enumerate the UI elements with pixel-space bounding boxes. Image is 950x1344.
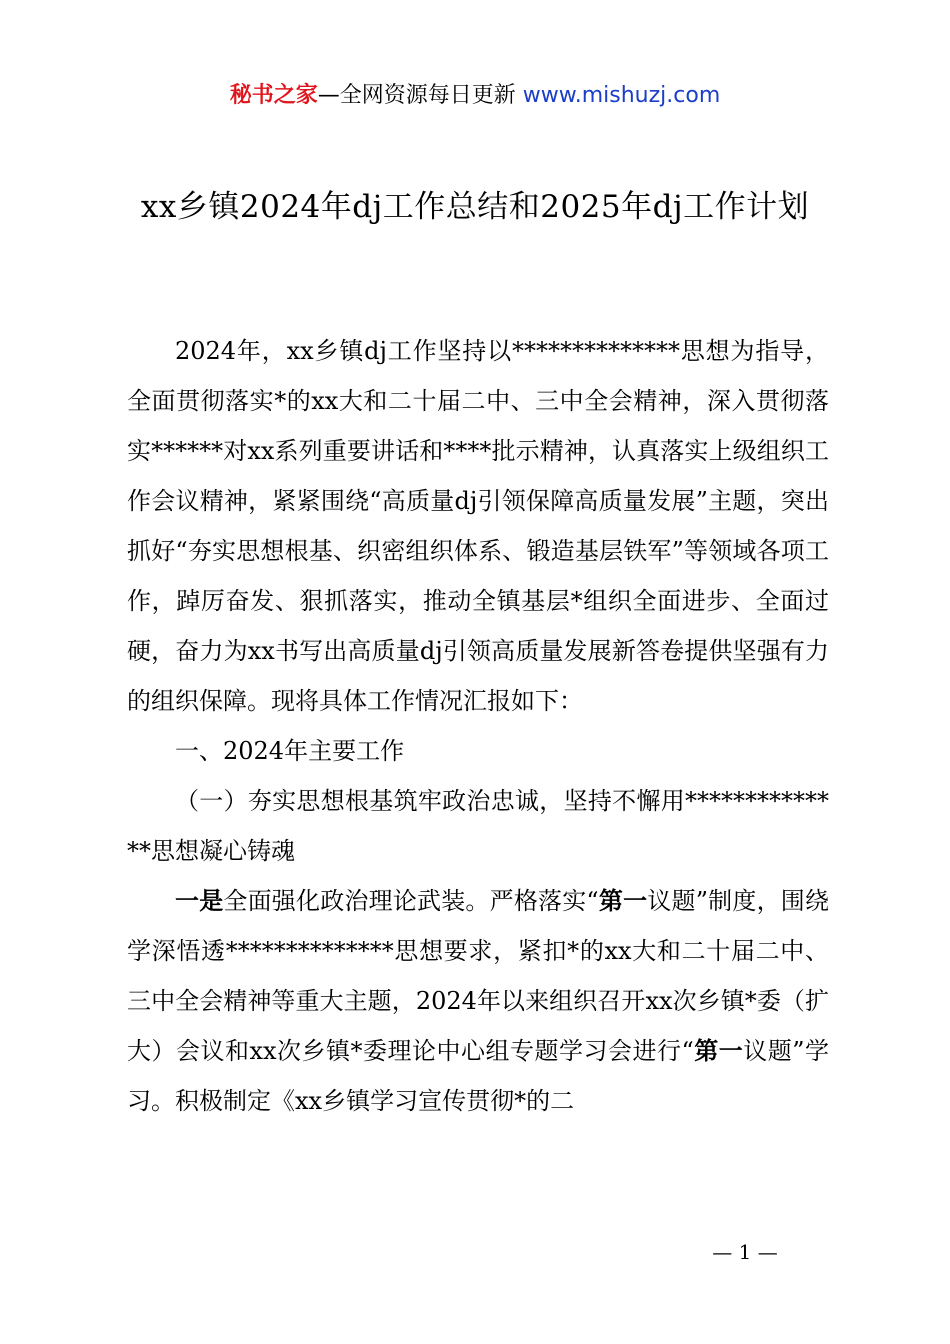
point-paragraph xyxy=(127,876,829,1126)
site-url-link[interactable]: www.mishuzj.com xyxy=(522,83,721,108)
document-body xyxy=(127,326,829,1126)
document-title: xx乡镇2024年dj工作总结和2025年dj工作计划 xyxy=(140,189,810,225)
page-number: — 1 — xyxy=(712,1240,778,1264)
point-bold-a: 第一 xyxy=(598,886,648,915)
site-header xyxy=(0,80,950,112)
point-bold-b: 第一 xyxy=(693,1036,744,1065)
point-text-c: 议题”学习。积极制定《xx乡镇学习宣传贯彻*的二 xyxy=(127,1037,830,1115)
site-tagline: —全网资源每日更新 xyxy=(317,83,523,108)
point-text-b: 议题”制度，围绕学深悟透**************思想要求，紧扣*的xx大和二十届二中、三中全会精神等重大主题，2024年以来组织召开xx次乡镇*委（扩大）会议和xx次乡镇*委理论中心组专题学习会进行“ xyxy=(127,887,829,1065)
intro-paragraph: 2024年，xx乡镇dj工作坚持以**************思想为指导，全面贯彻落实*的xx大和二十届二中、三中全会精神，深入贯彻落实******对xx系列重要讲话和****批示精神，认真落实上级组织工作会议精神，紧紧围绕“高质量dj引领保障高质量发展”主题，突出抓好“夯实思想根基、织密组织体系、锻造基层铁军”等领域各项工作，踔厉奋发、狠抓落实，推动全镇基层*组织全面进步、全面过硬，奋力为xx书写出高质量dj引领高质量发展新答卷提供坚强有力的组织保障。现将具体工作情况汇报如下： xyxy=(127,337,829,715)
section-heading: 一、2024年主要工作 xyxy=(175,737,405,765)
point-lead: 一是 xyxy=(175,886,224,915)
subsection-heading: （一）夯实思想根基筑牢政治忠诚，坚持不懈用**************思想凝心铸魂 xyxy=(127,787,829,865)
site-brand: 秘书之家 xyxy=(229,83,318,108)
point-text-a: 全面强化政治理论武装。严格落实“ xyxy=(223,887,599,915)
